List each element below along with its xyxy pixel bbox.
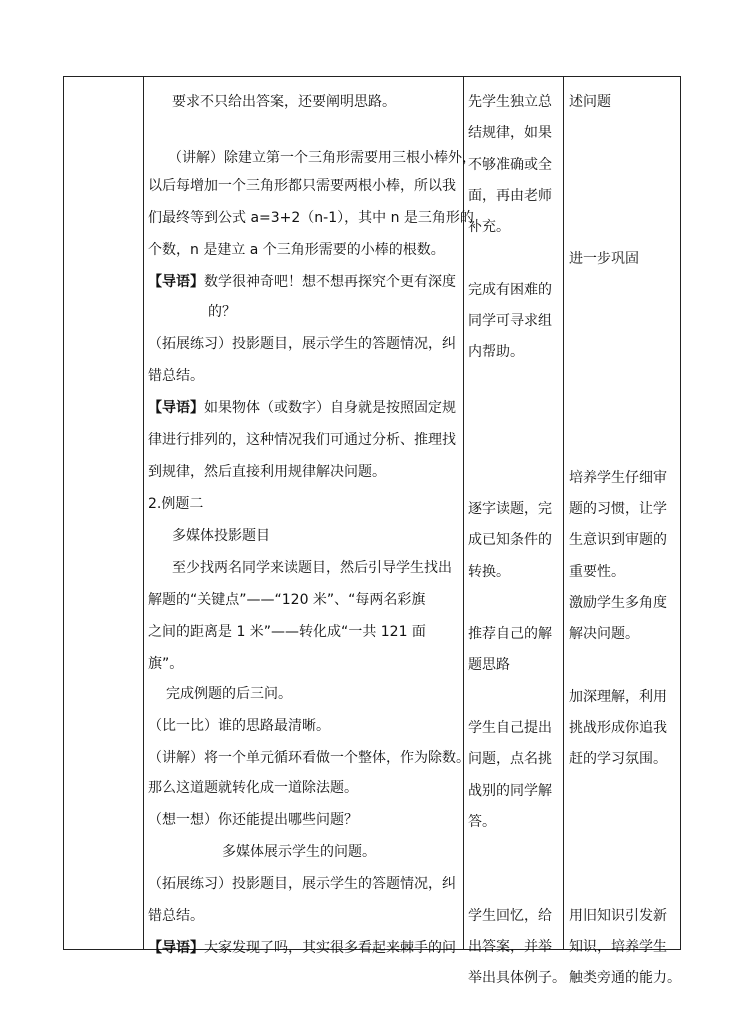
- line-text: 解决问题。: [569, 626, 639, 643]
- line-text: 激励学生多角度: [569, 594, 667, 611]
- line-text: （拓展练习）投影题目，展示学生的答题情况，纠: [148, 336, 456, 352]
- text-line: [148, 272, 456, 292]
- text-line: [468, 499, 552, 519]
- line-text: 进一步巩固: [569, 250, 639, 267]
- line-text: 多媒体展示学生的问题。: [222, 844, 376, 860]
- line-text: 先学生独立总: [468, 94, 552, 110]
- line-text: 推荐自己的解: [468, 626, 552, 643]
- text-line: [148, 334, 456, 354]
- text-line: [468, 311, 552, 331]
- line-text: 到规律，然后直接利用规律解决问题。: [148, 464, 386, 480]
- line-text: 不够准确或全: [468, 156, 552, 173]
- text-line: [148, 398, 456, 418]
- line-text: 用旧知识引发新: [569, 907, 667, 924]
- line-text: 赶的学习氛围。: [569, 751, 667, 768]
- line-text: 述问题: [569, 94, 611, 110]
- text-line: [148, 654, 183, 674]
- text-line: [468, 562, 510, 582]
- text-line: [569, 562, 625, 582]
- line-text: （想一想）你还能提出哪些问题？: [148, 812, 358, 828]
- line-text: 转换。: [468, 563, 510, 580]
- text-line: [468, 624, 552, 644]
- text-line: [172, 558, 452, 578]
- line-text: 完成例题的后三问。: [166, 686, 292, 702]
- text-line: [468, 812, 496, 832]
- line-text: 成已知条件的: [468, 532, 552, 549]
- line-text: （讲解）将一个单元循环看做一个整体，作为除数。: [148, 750, 470, 766]
- line-text: 内帮助。: [468, 344, 524, 361]
- line-text: 举出具体例子。: [468, 970, 566, 987]
- text-line: [468, 123, 552, 143]
- line-text: 解题的“关键点”——“120 米”、“每两名彩旗: [148, 592, 426, 608]
- line-text: 学生自己提出: [468, 720, 552, 736]
- text-line: [148, 748, 470, 768]
- line-text: 2.例题二: [148, 496, 204, 512]
- line-text: 错总结。: [148, 368, 204, 384]
- line-text: 至少找两名同学来读题目，然后引导学生找出: [172, 560, 452, 576]
- text-line: [468, 342, 524, 362]
- line-text: 同学可寻求组: [468, 313, 552, 330]
- line-text: 数学很神奇吧！想不想再探究个更有深度: [204, 274, 456, 290]
- text-line: [569, 92, 611, 112]
- line-text: 律进行排列的，这种情况我们可通过分析、推理找: [148, 432, 456, 448]
- text-line: [468, 530, 552, 550]
- text-line: [569, 624, 639, 644]
- text-line: [569, 249, 639, 269]
- line-text: 个数，n 是建立 a 个三角形需要的小棒的根数。: [148, 242, 445, 258]
- line-text: 加深理解，利用: [569, 688, 667, 705]
- line-text: （比一比）谁的思路最清晰。: [148, 718, 330, 734]
- text-line: [569, 937, 667, 957]
- guide-tag: 【导语】: [148, 940, 204, 956]
- text-line: [148, 938, 456, 958]
- column-divider: [563, 76, 564, 950]
- text-line: [569, 468, 667, 488]
- text-line: [148, 590, 425, 610]
- line-text: 多媒体投影题目: [172, 528, 270, 544]
- line-text: 生意识到审题的: [569, 532, 667, 549]
- line-text: 重要性。: [569, 563, 625, 580]
- line-text: 要求不只给出答案，还要阐明思路。: [172, 94, 396, 110]
- text-line: [148, 778, 358, 798]
- text-line: [148, 906, 204, 926]
- text-line: [468, 655, 510, 675]
- text-line: [468, 280, 552, 300]
- text-line: [569, 593, 667, 613]
- column-divider: [143, 76, 144, 950]
- text-line: [569, 687, 667, 707]
- text-line: [569, 499, 667, 519]
- text-line: [148, 716, 330, 736]
- text-line: [148, 176, 456, 196]
- text-line: [468, 968, 566, 988]
- text-line: [468, 186, 552, 206]
- text-line: [468, 749, 552, 769]
- text-line: [148, 622, 426, 642]
- text-line: [569, 968, 681, 988]
- line-text: 问题，点名挑: [468, 751, 552, 768]
- text-line: [148, 208, 474, 228]
- text-line: [468, 781, 552, 801]
- line-text: 们最终等到公式 a=3+2（n-1），其中 n 是三角形的: [148, 210, 474, 226]
- text-line: [172, 526, 270, 546]
- line-text: 之间的距离是 1 米”——转化成“一共 121 面: [148, 624, 426, 640]
- text-line: [569, 530, 667, 550]
- line-text: 补充。: [468, 219, 510, 236]
- guide-tag: 【导语】: [148, 400, 204, 416]
- text-line: [222, 842, 376, 862]
- line-text: （拓展练习）投影题目，展示学生的答题情况，纠: [148, 876, 456, 892]
- text-line: [148, 462, 386, 482]
- line-text: （讲解）除建立第一个三角形需要用三根小棒外，: [168, 150, 476, 166]
- line-text: 挑战形成你追我: [569, 720, 667, 736]
- text-line: [468, 92, 552, 112]
- text-line: [166, 684, 292, 704]
- line-text: 错总结。: [148, 908, 204, 924]
- text-line: [148, 366, 204, 386]
- line-text: 出答案，并举: [468, 939, 552, 956]
- line-text: 面，再由老师: [468, 187, 552, 204]
- line-text: 那么这道题就转化成一道除法题。: [148, 780, 358, 796]
- line-text: 题思路: [468, 657, 510, 674]
- text-line: [208, 302, 236, 322]
- text-line: [148, 240, 445, 260]
- line-text: 触类旁通的能力。: [569, 970, 681, 987]
- guide-tag: 【导语】: [148, 274, 204, 290]
- line-text: 学生回忆，给: [468, 907, 552, 924]
- text-line: [468, 937, 552, 957]
- line-text: 培养学生仔细审: [569, 469, 667, 486]
- text-line: [168, 148, 476, 168]
- text-line: [468, 718, 552, 738]
- text-line: [172, 92, 396, 112]
- text-line: [148, 874, 456, 894]
- line-text: 题的习惯，让学: [569, 500, 667, 517]
- line-text: 完成有困难的: [468, 281, 552, 298]
- text-line: [148, 494, 203, 514]
- line-text: 结规律，如果: [468, 125, 552, 142]
- line-text: 战别的同学解: [468, 782, 552, 799]
- line-text: 逐字读题，完: [468, 500, 552, 517]
- line-text: 的？: [208, 304, 236, 320]
- line-text: 大家发现了吗，其实很多看起来棘手的问: [204, 940, 456, 956]
- text-line: [148, 810, 358, 830]
- line-text: 知识，培养学生: [569, 939, 667, 956]
- text-line: [468, 155, 552, 175]
- text-line: [468, 906, 552, 926]
- text-line: [569, 749, 667, 769]
- text-line: [569, 906, 667, 926]
- text-line: [468, 217, 510, 237]
- line-text: 以后每增加一个三角形都只需要两根小棒，所以我: [148, 178, 456, 194]
- line-text: 旗”。: [148, 656, 184, 672]
- line-text: 答。: [468, 813, 496, 830]
- text-line: [148, 430, 456, 450]
- text-line: [569, 718, 667, 738]
- line-text: 如果物体（或数字）自身就是按照固定规: [204, 400, 456, 416]
